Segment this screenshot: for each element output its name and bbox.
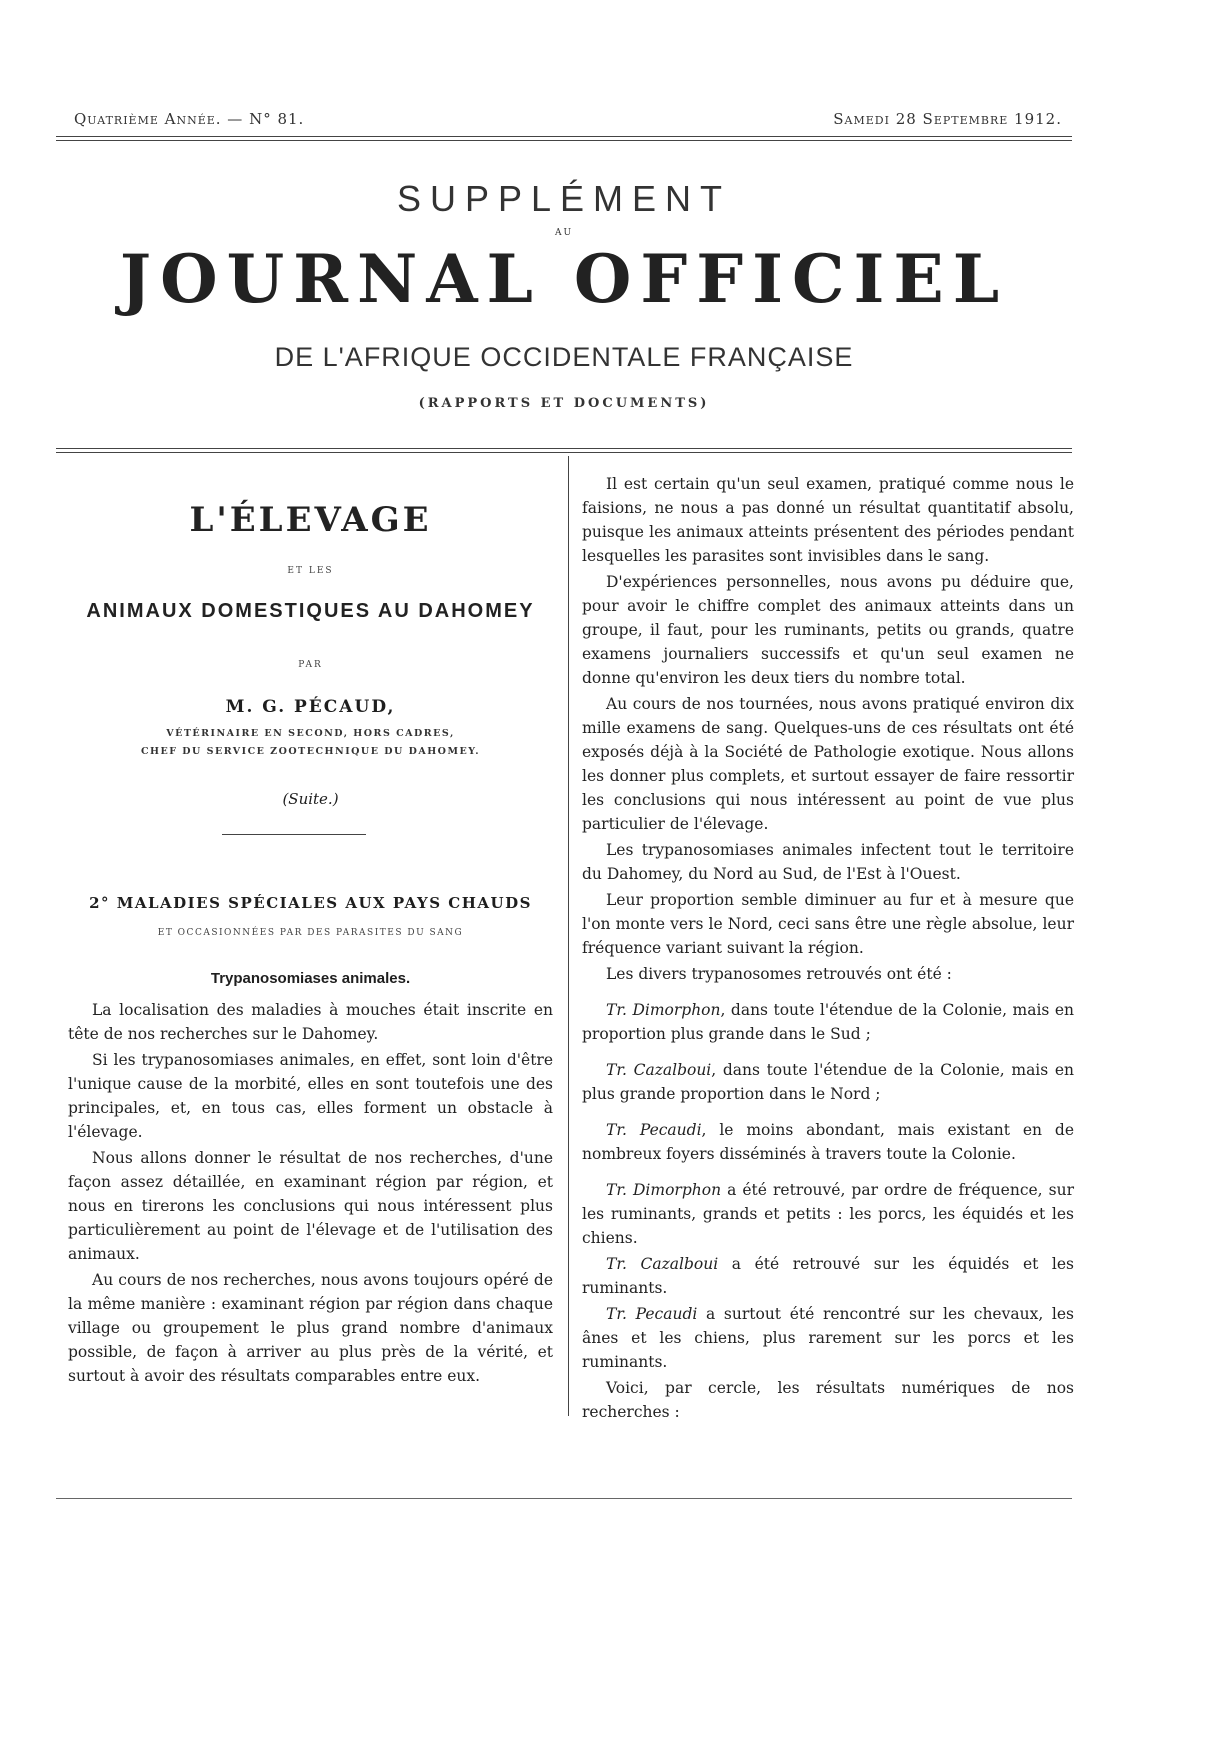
species-name: Tr. Cazalboui (606, 1061, 712, 1079)
subsection-title: Trypanosomiases animales. (210, 970, 411, 987)
section-subheading: ET OCCASIONNÉES PAR DES PARASITES DU SANG (157, 928, 464, 938)
host-item (582, 1178, 1074, 1250)
paragraph: Leur proportion semble diminuer au fur et à mesure que l'on monte vers le Nord, ceci sans être une règle absolue, leur fréquence variant suivant la région. (582, 891, 1074, 957)
right-column-body (582, 472, 1074, 1426)
author-title-1: VÉTÉRINAIRE EN SECOND, HORS CADRES, (166, 728, 455, 739)
header-rule (56, 136, 1072, 141)
article-par: PAR (298, 660, 323, 670)
host-text: a surtout été rencontré sur les chevaux, les ânes et les chiens, plus rarement sur les porcs et les ruminants. (582, 1305, 1074, 1371)
au-label: AU (554, 228, 574, 238)
journal-region: DE L'AFRIQUE OCCIDENTALE FRANÇAISE (274, 342, 854, 372)
species-name: Tr. Cazalboui (606, 1255, 719, 1273)
paragraph: D'expériences personnelles, nous avons pu déduire que, pour avoir le chiffre complet des animaux atteints dans un groupe, il faut, pour les ruminants, petits ou grands, quatre examens journaliers successifs et qu'un seul examen ne donne qu'environ les deux tiers du nombre total. (582, 573, 1074, 687)
paragraph: Si les trypanosomiases animales, en effet, sont loin d'être l'unique cause de la morbité, elles en sont toutefois une des principales, et, en tous cas, elles forment un obstacle à l'élevage. (68, 1051, 553, 1141)
species-text: , dans toute l'étendue de la Colonie, mais en proportion plus grande dans le Sud ; (582, 1001, 1074, 1043)
article-subject: ANIMAUX DOMESTIQUES AU DAHOMEY (86, 600, 535, 622)
host-text: a été retrouvé sur les équidés et les ruminants. (582, 1255, 1074, 1297)
masthead-rule (56, 448, 1072, 453)
issue-number: Quatrième Année. — N° 81. (74, 110, 305, 128)
supplement-label: SUPPLÉMENT (396, 178, 732, 219)
section-heading: 2° MALADIES SPÉCIALES AUX PAYS CHAUDS (89, 894, 532, 912)
article-title: L'ÉLEVAGE (189, 500, 432, 540)
species-item (582, 1118, 1074, 1166)
species-name: Tr. Dimorphon (606, 1001, 721, 1019)
paragraph: Les divers trypanosomes retrouvés ont été : (606, 965, 952, 983)
species-text: , dans toute l'étendue de la Colonie, mais en plus grande proportion dans le Nord ; (582, 1061, 1075, 1103)
footer-rule (56, 1498, 1072, 1499)
paragraph: Nous allons donner le résultat de nos recherches, d'une façon assez détaillée, en examinant région par région, et nous en tirerons les conclusions qui nous intéressent plus particulièrement au point de l'élevage et de l'utilisation des animaux. (68, 1149, 553, 1263)
species-name: Tr. Pecaudi (606, 1305, 698, 1323)
journal-title: JOURNAL OFFICIEL (119, 240, 1009, 318)
host-item (582, 1252, 1074, 1300)
article-suite: (Suite.) (282, 790, 339, 808)
paragraph: Les trypanosomiases animales infectent tout le territoire du Dahomey, du Nord au Sud, de l'Est à l'Ouest. (582, 841, 1074, 883)
title-separator (222, 834, 366, 835)
paragraph: Au cours de nos tournées, nous avons pratiqué environ dix mille examens de sang. Quelques-uns de ces résultats ont été exposés déjà à la Société de Pathologie exotique. Nous allons les donner plus complets, et surtout essayer de faire ressortir les conclusions qui nous intéressent au point de vue plus particulier de l'élevage. (582, 695, 1074, 833)
journal-subtitle: (RAPPORTS ET DOCUMENTS) (418, 396, 710, 411)
species-item (582, 998, 1074, 1046)
paragraph: Au cours de nos recherches, nous avons toujours opéré de la même manière : examinant région par région dans chaque village ou groupement le plus grand nombre d'animaux possible, de façon à arriver au plus près de la vérité, et surtout à avoir des résultats comparables entre eux. (68, 1271, 553, 1385)
host-text: a été retrouvé, par ordre de fréquence, sur les ruminants, grands et petits : les porcs, les équidés et les chiens. (582, 1181, 1074, 1247)
article-author: M. G. PÉCAUD, (225, 697, 396, 717)
issue-date: Samedi 28 Septembre 1912. (833, 110, 1062, 128)
closing-paragraph: Voici, par cercle, les résultats numériques de nos recherches : (582, 1379, 1074, 1421)
column-divider (568, 456, 569, 1416)
article-et-les: ET LES (287, 566, 334, 576)
left-column-body (68, 998, 553, 1390)
species-name: Tr. Pecaudi (606, 1121, 702, 1139)
paragraph: La localisation des maladies à mouches était inscrite en tête de nos recherches sur le Dahomey. (68, 1001, 553, 1043)
paragraph: Il est certain qu'un seul examen, pratiqué comme nous le faisions, ne nous a pas donné un résultat quantitatif absolu, puisque les animaux atteints présentent des périodes pendant lesquelles les parasites sont invisibles dans le sang. (582, 475, 1074, 565)
author-title-2: CHEF DU SERVICE ZOOTECHNIQUE DU DAHOMEY. (140, 746, 481, 757)
host-item (582, 1302, 1074, 1374)
species-name: Tr. Dimorphon (606, 1181, 722, 1199)
species-item (582, 1058, 1074, 1106)
species-text: , le moins abondant, mais existant en de nombreux foyers disséminés à travers toute la Colonie. (582, 1121, 1075, 1163)
